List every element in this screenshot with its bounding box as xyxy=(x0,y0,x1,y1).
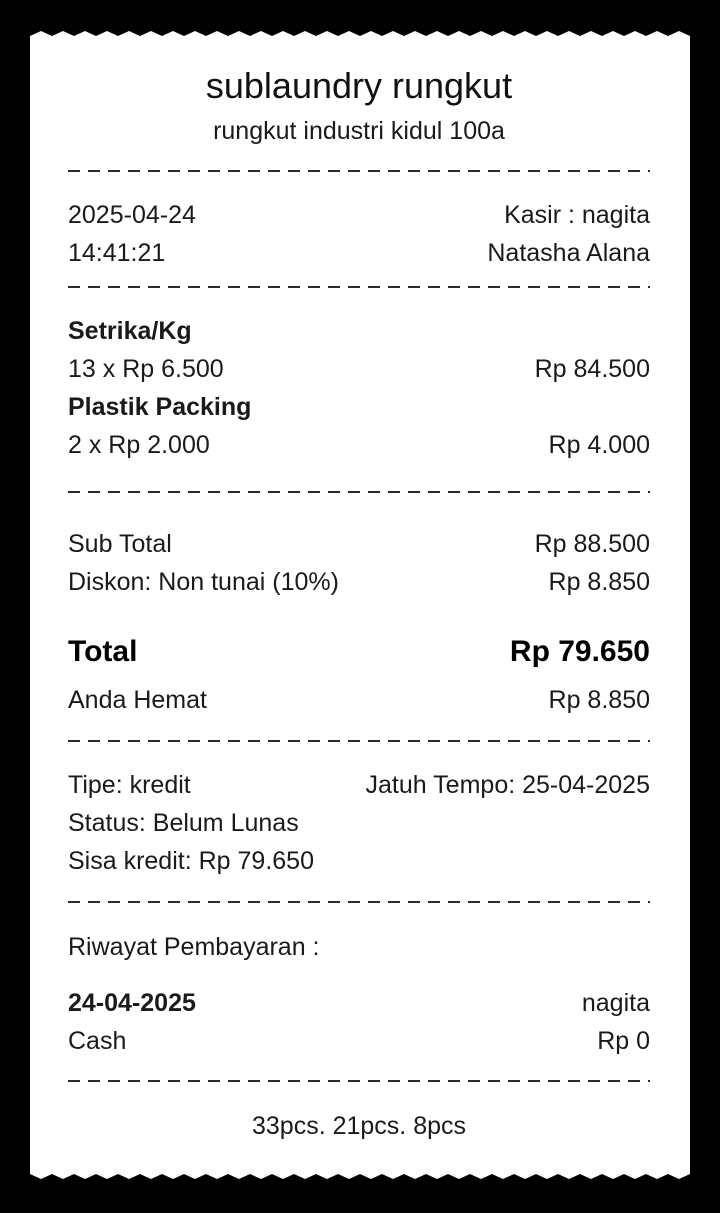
credit-remaining: Sisa kredit: Rp 79.650 xyxy=(68,847,314,875)
receipt-paper xyxy=(30,41,690,1169)
saved-label: Anda Hemat xyxy=(68,686,207,714)
divider xyxy=(68,901,650,903)
item-row xyxy=(68,429,650,461)
saved-value: Rp 8.850 xyxy=(548,686,650,714)
item-qty-price: 13 x Rp 6.500 xyxy=(68,355,224,383)
subtotal-value: Rp 88.500 xyxy=(534,530,650,558)
cashier-name: Kasir : nagita xyxy=(504,201,650,229)
payment-amount: Rp 0 xyxy=(597,1027,650,1055)
total-label: Total xyxy=(68,635,138,668)
payment-by: nagita xyxy=(581,989,650,1017)
total-row xyxy=(68,633,650,671)
divider xyxy=(68,491,650,493)
receipt-date: 2025-04-24 xyxy=(68,201,196,229)
discount-label: Diskon: Non tunai (10%) xyxy=(68,568,339,596)
discount-row xyxy=(68,566,650,598)
subtotal-row xyxy=(68,528,650,560)
payment-entry-header xyxy=(68,987,650,1019)
payment-history-title: Riwayat Pembayaran : xyxy=(68,933,320,961)
item-amount: Rp 4.000 xyxy=(548,431,650,459)
saved-row xyxy=(68,684,650,716)
store-address: rungkut industri kidul 100a xyxy=(213,117,505,145)
item-name: Setrika/Kg xyxy=(68,317,192,345)
subtotal-label: Sub Total xyxy=(68,530,172,558)
payment-date: 24-04-2025 xyxy=(68,989,196,1017)
discount-value: Rp 8.850 xyxy=(548,568,650,596)
customer-name: Natasha Alana xyxy=(487,239,650,267)
store-name: sublaundry rungkut xyxy=(205,65,513,106)
item-amount: Rp 84.500 xyxy=(534,355,650,383)
divider xyxy=(68,1080,650,1082)
item-row xyxy=(68,353,650,385)
credit-due-date: Jatuh Tempo: 25-04-2025 xyxy=(365,771,650,799)
total-value: Rp 79.650 xyxy=(509,635,650,668)
receipt-bottom-edge xyxy=(30,1168,690,1180)
pieces-count: 33pcs. 21pcs. 8pcs xyxy=(251,1112,466,1140)
meta-row-1 xyxy=(68,199,650,231)
payment-entry-row xyxy=(68,1025,650,1057)
receipt-time: 14:41:21 xyxy=(68,239,166,267)
divider xyxy=(68,286,650,288)
item-qty-price: 2 x Rp 2.000 xyxy=(68,431,210,459)
credit-row xyxy=(68,769,650,801)
divider xyxy=(68,170,650,172)
meta-row-2 xyxy=(68,237,650,269)
credit-type: Tipe: kredit xyxy=(68,771,191,799)
payment-method: Cash xyxy=(68,1027,127,1055)
item-name: Plastik Packing xyxy=(68,393,252,421)
credit-status: Status: Belum Lunas xyxy=(68,809,299,837)
divider xyxy=(68,740,650,742)
